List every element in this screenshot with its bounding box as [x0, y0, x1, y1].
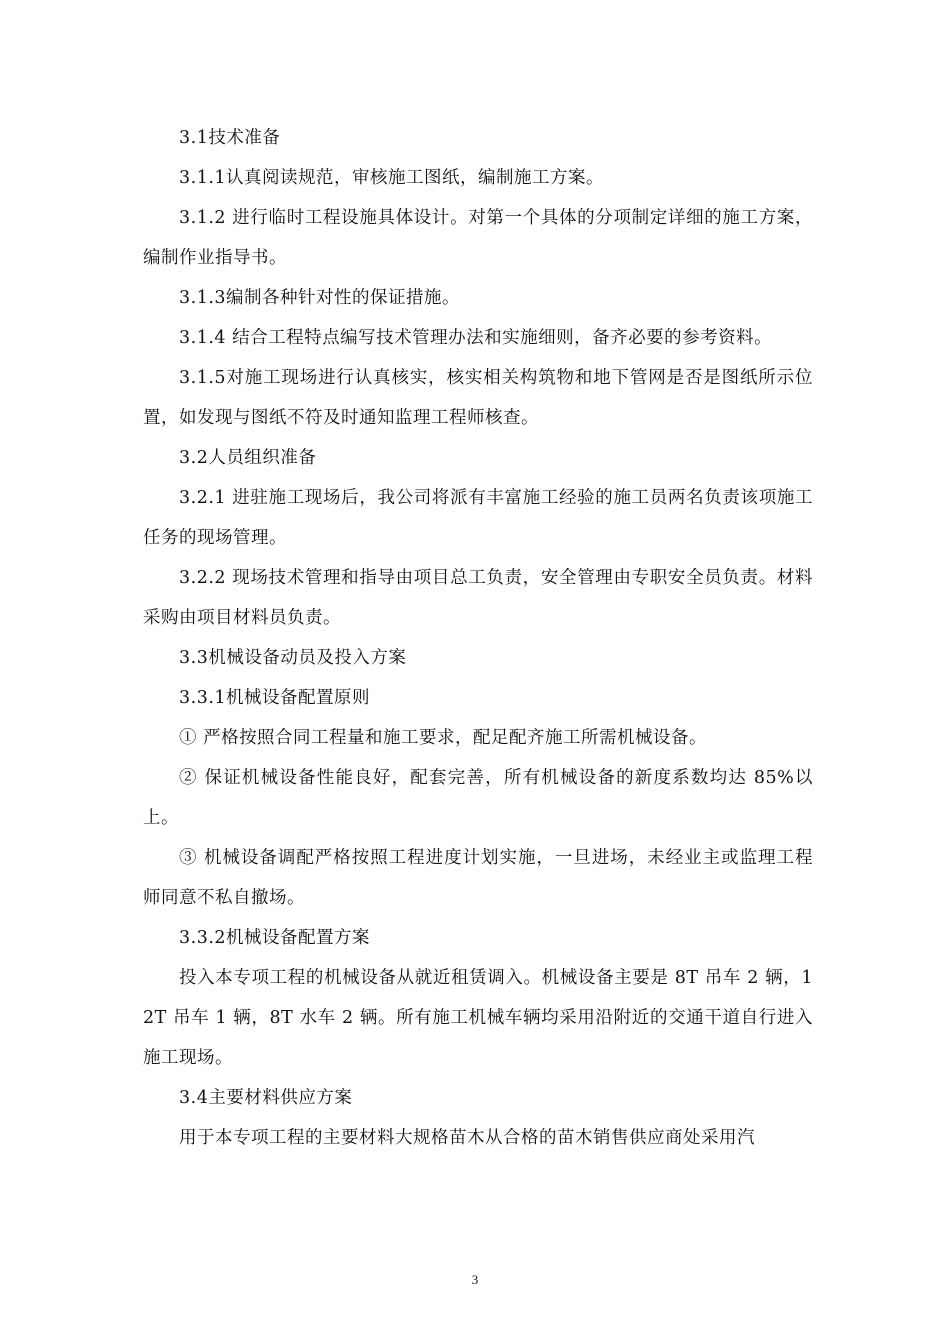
list-item-2: ② 保证机械设备性能良好，配套完善，所有机械设备的新度系数均达 85%以上。 [143, 768, 813, 828]
paragraph-3-1-1: 3.1.1认真阅读规范，审核施工图纸，编制施工方案。 [179, 168, 605, 188]
heading-3-2: 3.2人员组织准备 [179, 448, 317, 468]
heading-3-3: 3.3机械设备动员及投入方案 [179, 648, 407, 668]
paragraph-3-1-2: 3.1.2 进行临时工程设施具体设计。对第一个具体的分项制定详细的施工方案，编制作业指导书。 [143, 208, 813, 268]
paragraph-3-1-5: 3.1.5对施工现场进行认真核实，核实相关构筑物和地下管网是否是图纸所示位置，如发现与图纸不符及时通知监理工程师核查。 [143, 368, 813, 428]
paragraph-3-1-4: 3.1.4 结合工程特点编写技术管理办法和实施细则，备齐必要的参考资料。 [179, 328, 773, 348]
paragraph-3-1-3: 3.1.3编制各种针对性的保证措施。 [179, 288, 461, 308]
heading-3-4: 3.4主要材料供应方案 [179, 1088, 353, 1108]
heading-3-1: 3.1技术准备 [179, 128, 281, 148]
paragraph-3-2-2: 3.2.2 现场技术管理和指导由项目总工负责，安全管理由专职安全员负责。材料采购由项目材料员负责。 [143, 568, 813, 628]
heading-3-3-2: 3.3.2机械设备配置方案 [179, 928, 371, 948]
paragraph-equipment-plan: 投入本专项工程的机械设备从就近租赁调入。机械设备主要是 8T 吊车 2 辆，12T 吊车 1 辆，8T 水车 2 辆。所有施工机械车辆均采用沿附近的交通干道自行进入施工现场。 [143, 968, 813, 1068]
list-item-1: ① 严格按照合同工程量和施工要求，配足配齐施工所需机械设备。 [179, 728, 708, 748]
list-item-3: ③ 机械设备调配严格按照工程进度计划实施，一旦进场，未经业主或监理工程师同意不私自撤场。 [143, 848, 813, 908]
paragraph-material-plan: 用于本专项工程的主要材料大规格苗木从合格的苗木销售供应商处采用汽 [179, 1128, 755, 1148]
heading-3-3-1: 3.3.1机械设备配置原则 [179, 688, 371, 708]
paragraph-3-2-1: 3.2.1 进驻施工现场后，我公司将派有丰富施工经验的施工员两名负责该项施工任务的现场管理。 [143, 488, 813, 548]
document-body [143, 118, 813, 1158]
page-number: 3 [471, 1272, 479, 1287]
